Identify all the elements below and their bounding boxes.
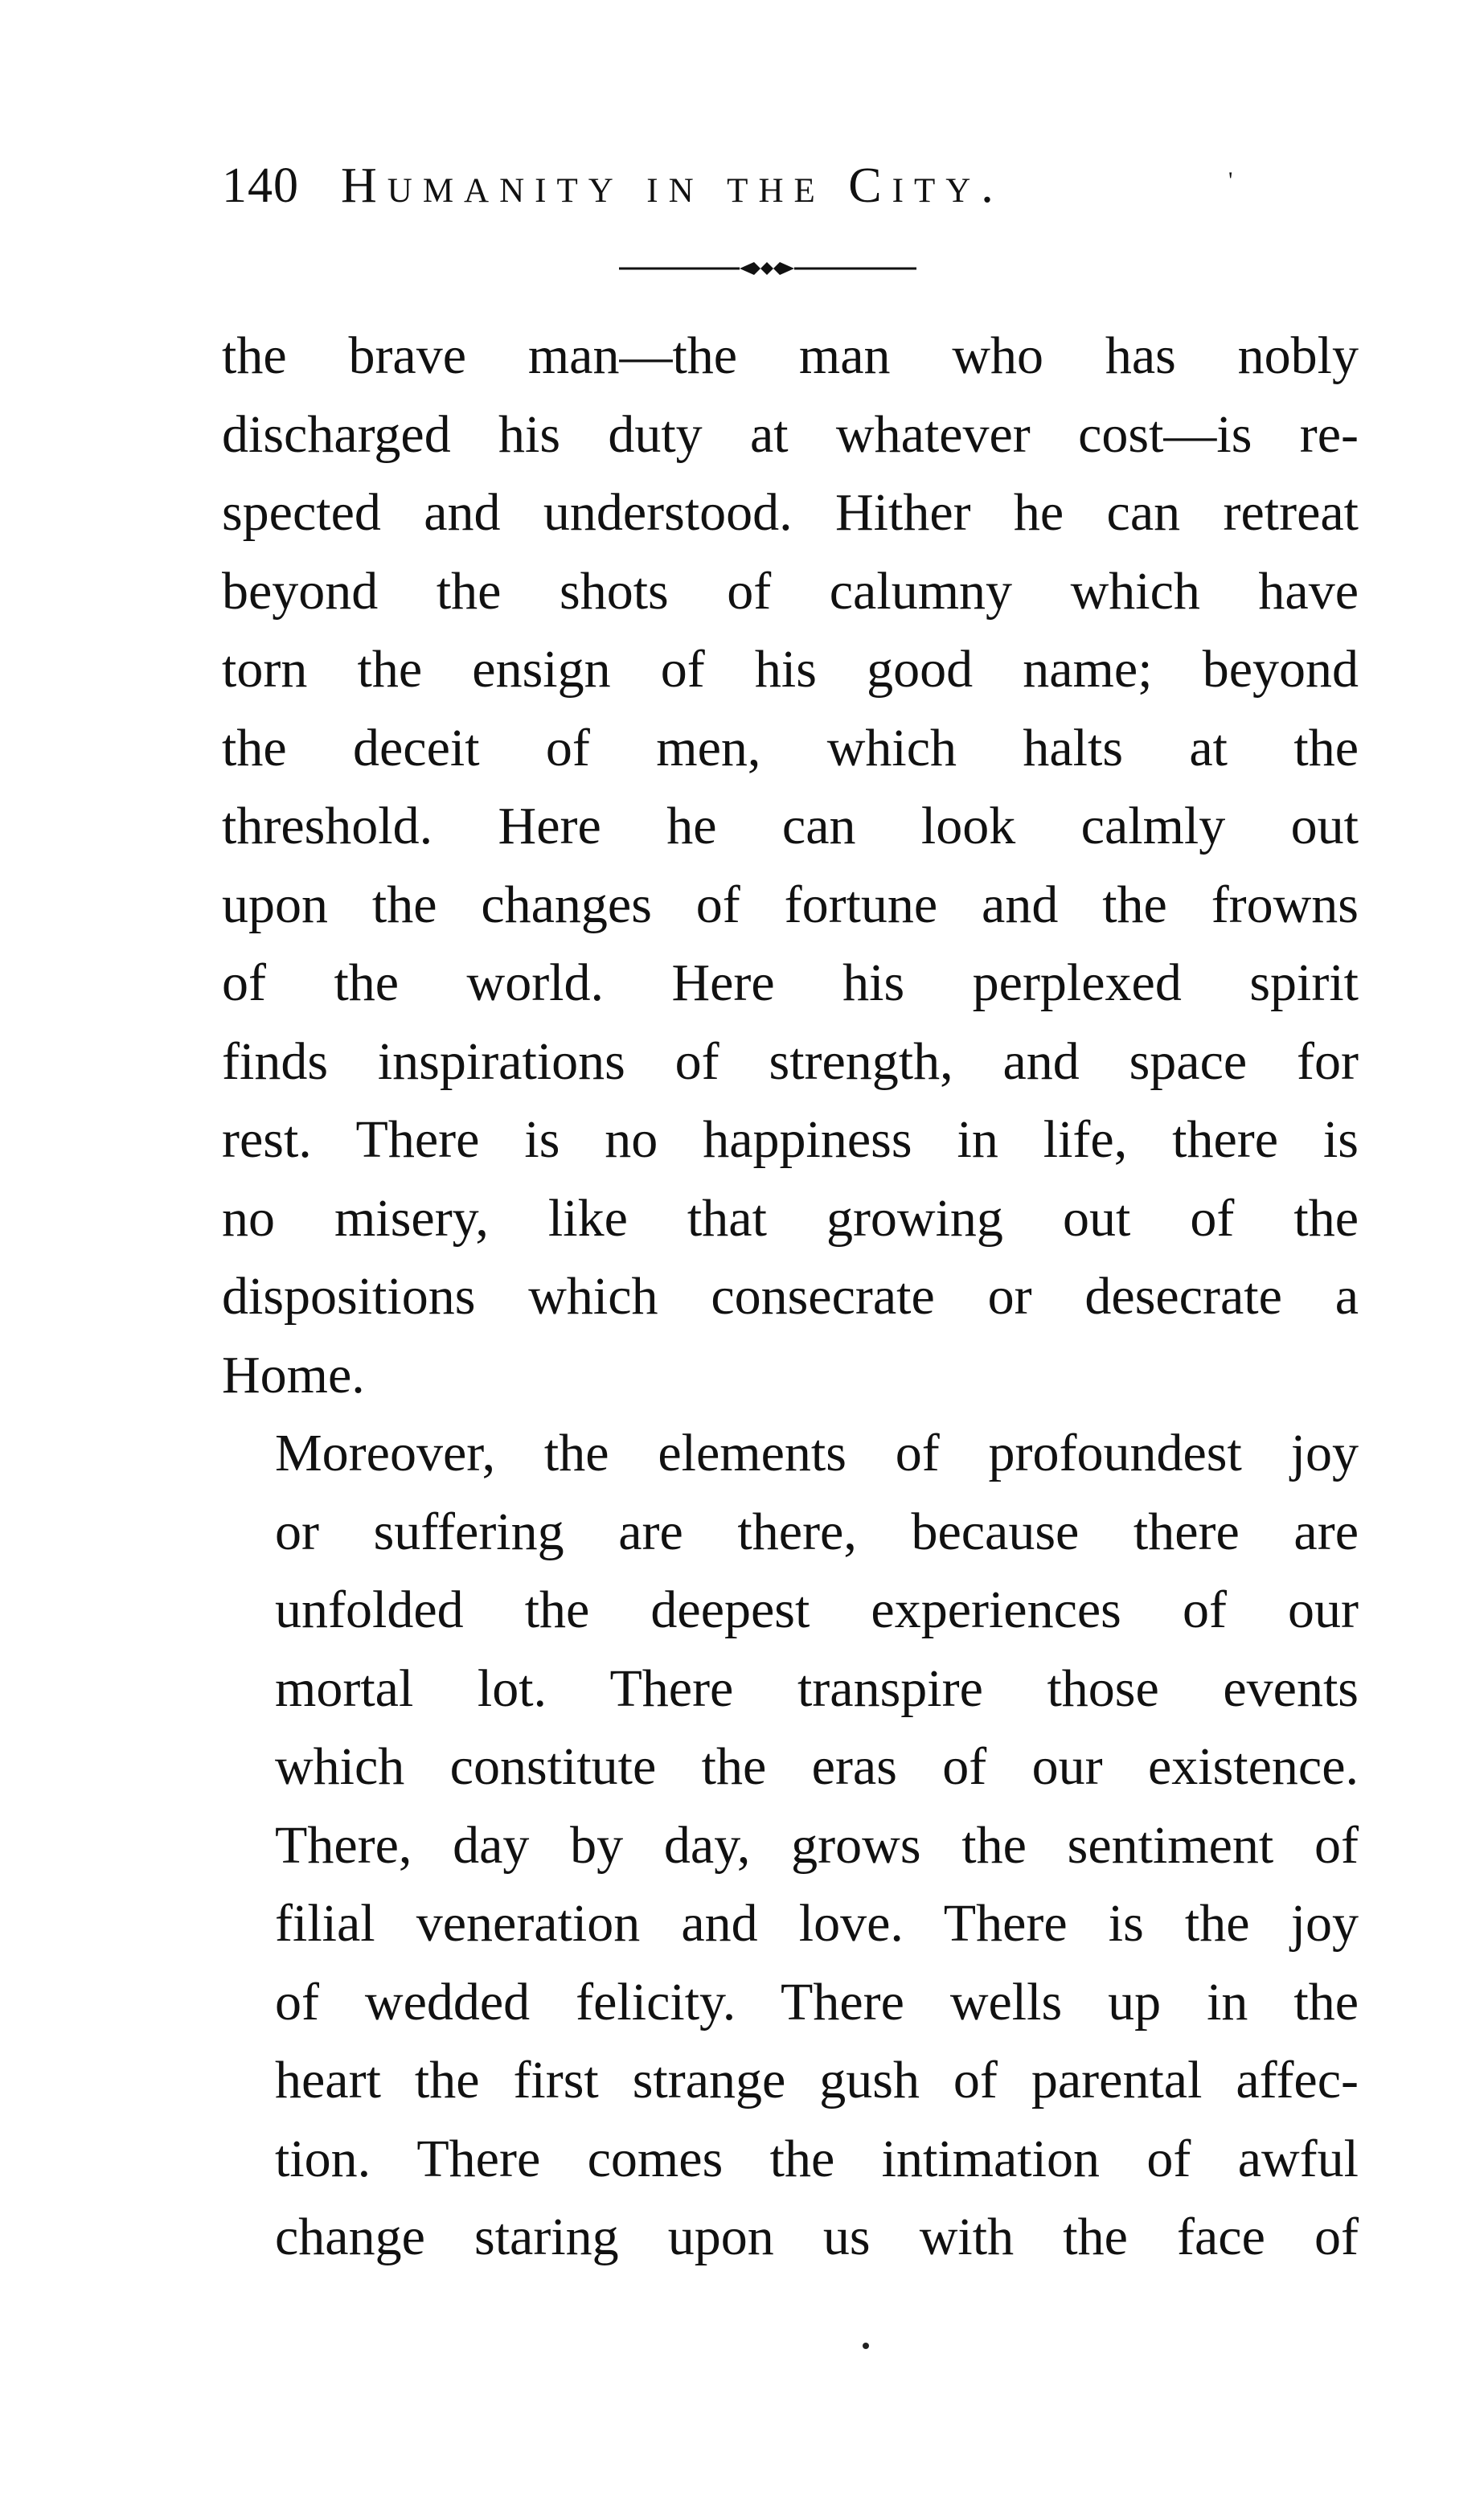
text-line: beyond the shots of calumny which have bbox=[222, 561, 1359, 621]
page-header bbox=[222, 150, 1267, 222]
text-line: heart the first strange gush of parental affec- bbox=[275, 2051, 1359, 2109]
text-line: no misery, like that growing out of the bbox=[222, 1188, 1359, 1248]
text-line: the brave man—the man who has nobly bbox=[222, 326, 1359, 385]
text-line: Home. bbox=[222, 1345, 365, 1404]
paragraph-1 bbox=[222, 317, 1359, 1414]
text-line: change staring upon us with the face of bbox=[275, 2208, 1359, 2266]
body-text bbox=[222, 317, 1359, 2277]
text-line: There, day by day, grows the sentiment of bbox=[275, 1815, 1359, 1875]
text-line: the deceit of men, which halts at the bbox=[222, 718, 1359, 777]
text-line: threshold. Here he can look calmly out bbox=[222, 797, 1359, 855]
text-line: unfolded the deepest experiences of our bbox=[275, 1581, 1359, 1639]
page-dot bbox=[863, 2343, 869, 2349]
text-line: torn the ensign of his good name; beyond bbox=[222, 640, 1359, 699]
text-line: dispositions which consecrate or desecrate a bbox=[222, 1267, 1359, 1326]
page-number: 140 bbox=[222, 158, 299, 213]
text-line: upon the changes of fortune and the frowns bbox=[222, 875, 1359, 934]
text-line: filial veneration and love. There is the joy bbox=[275, 1894, 1359, 1953]
text-line: mortal lot. There transpire those events bbox=[275, 1658, 1359, 1718]
text-line: of the world. Here his perplexed spirit bbox=[222, 953, 1359, 1012]
text-line: Moreover, the elements of profoundest joy bbox=[275, 1424, 1359, 1482]
text-line: tion. There comes the intimation of awful bbox=[275, 2129, 1359, 2188]
stray-mark: ' bbox=[1228, 167, 1233, 194]
header-ornament-icon bbox=[619, 254, 916, 283]
text-line: of wedded felicity. There wells up in the bbox=[275, 1972, 1359, 2032]
text-line: which constitute the eras of our existence. bbox=[275, 1737, 1359, 1796]
running-title: Humanity in the City. bbox=[341, 158, 1004, 213]
text-line: finds inspirations of strength, and space for bbox=[222, 1031, 1359, 1091]
paragraph-2 bbox=[222, 1414, 1359, 2277]
text-line: rest. There is no happiness in life, there is bbox=[222, 1110, 1359, 1169]
text-line: spected and understood. Hither he can retreat bbox=[222, 483, 1359, 542]
text-line: discharged his duty at whatever cost—is re- bbox=[222, 404, 1359, 464]
text-line: or suffering are there, because there are bbox=[275, 1502, 1359, 1561]
